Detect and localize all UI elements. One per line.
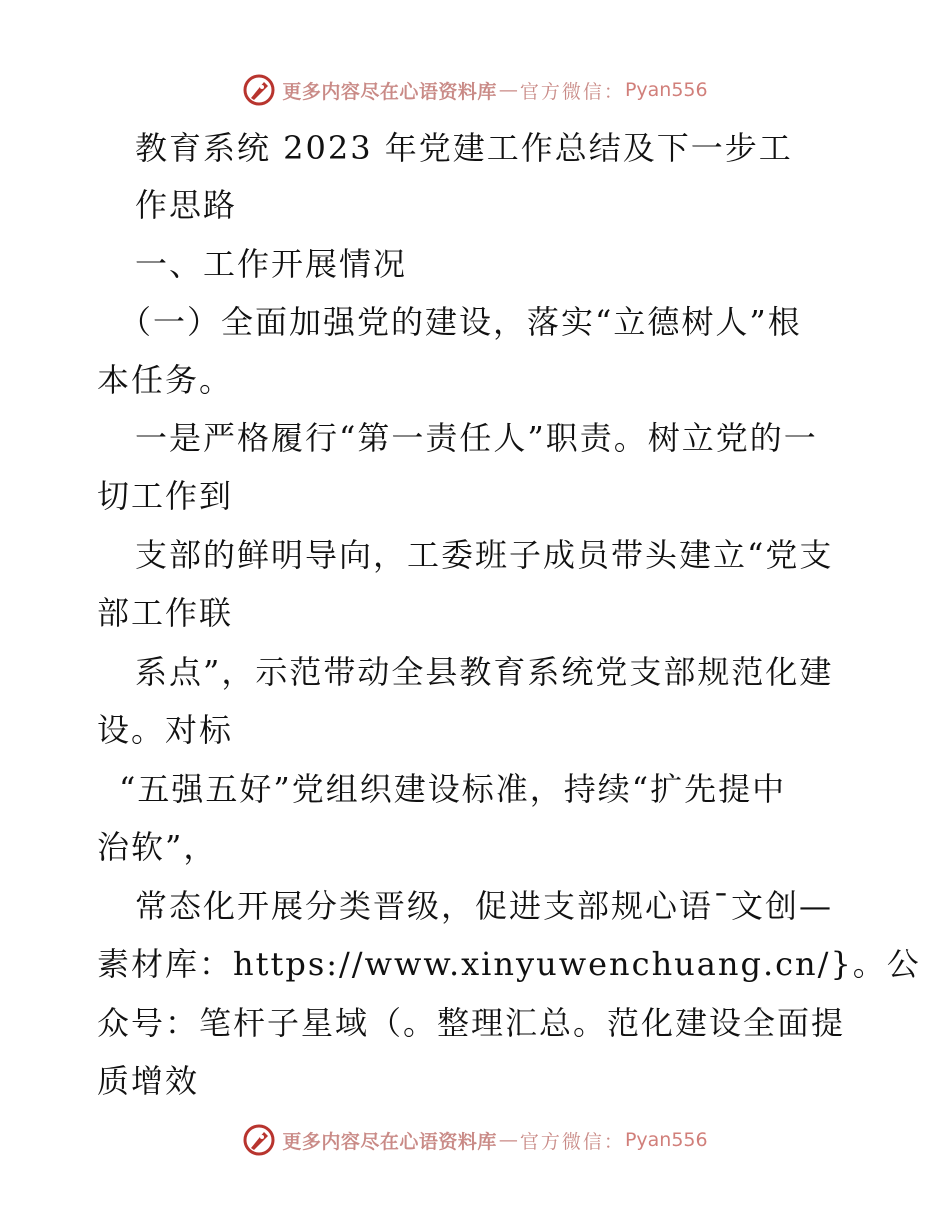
footer-banner	[0, 1120, 950, 1160]
banner-main-text: 更多内容尽在心语资料库	[282, 80, 497, 103]
paragraph-line: 质增效	[97, 1062, 200, 1100]
banner-separator: —	[498, 79, 518, 101]
paragraph-line: 一是严格履行“第一责任人”职责。树立党的一	[135, 419, 818, 457]
banner-wechat-label: 官方微信：	[519, 1130, 625, 1153]
section-heading: 一、工作开展情况	[135, 245, 408, 283]
pen-nib-logo-icon	[242, 73, 276, 107]
paragraph-line: “五强五好”党组织建设标准，持续“扩先提中	[119, 770, 787, 808]
doc-title-line-2: 作思路	[135, 186, 238, 224]
banner-wechat-label: 官方微信：	[519, 80, 625, 103]
header-banner	[0, 70, 950, 110]
paragraph-line: 治软”，	[97, 828, 218, 866]
banner-wechat-id: Pyan556	[624, 1129, 708, 1151]
banner-main-text: 更多内容尽在心语资料库	[282, 1130, 497, 1153]
paragraph-line: 支部的鲜明导向，工委班子成员带头建立“党支	[135, 536, 834, 574]
paragraph-line: 部工作联	[97, 594, 234, 632]
paragraph-line: 设。对标	[97, 711, 234, 749]
banner-separator: —	[498, 1129, 518, 1151]
subsection-heading: （一）全面加强党的建设，落实“立德树人”根	[119, 303, 802, 341]
paragraph-line: 众号：笔杆子星域（。整理汇总。范化建设全面提	[97, 1004, 846, 1042]
paragraph-line: 素材库：https://www.xinyuwenchuang.cn/}。公	[97, 945, 921, 983]
paragraph-line: 系点”，示范带动全县教育系统党支部规范化建	[135, 653, 834, 691]
banner-wechat-id: Pyan556	[624, 79, 708, 101]
pen-nib-logo-icon	[242, 1123, 276, 1157]
paragraph-line: 常态化开展分类晋级，促进支部规心语¯文创—	[135, 887, 834, 925]
paragraph-line: 本任务。	[97, 361, 234, 399]
paragraph-line: 切工作到	[97, 477, 234, 515]
doc-title-line-1: 教育系统 2023 年党建工作总结及下一步工	[135, 129, 793, 167]
